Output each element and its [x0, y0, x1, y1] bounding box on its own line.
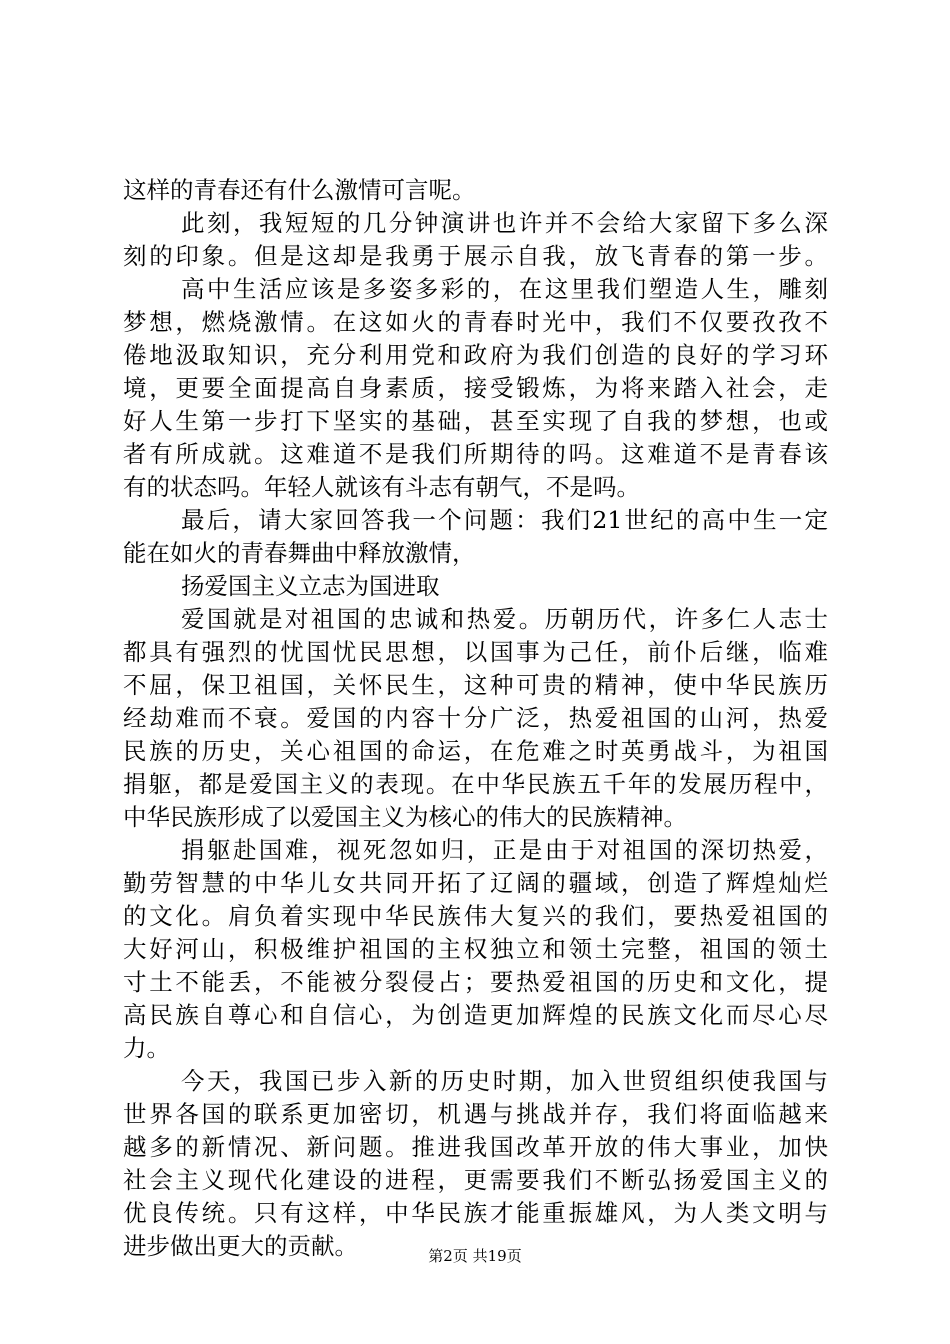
text-line: 优良传统。只有这样，中华民族才能重振雄风，为人类文明与 [123, 1199, 828, 1227]
text-line: 能在如火的青春舞曲中释放激情， [123, 539, 476, 567]
text-line: 最后，请大家回答我一个问题：我们21世纪的高中生一定 [181, 506, 828, 534]
text-line: 高中生活应该是多姿多彩的，在这里我们塑造人生，雕刻 [181, 275, 828, 303]
text-line: 力。 [123, 1034, 170, 1062]
text-line: 捐躯赴国难，视死忽如归，正是由于对祖国的深切热爱， [181, 836, 828, 864]
text-line: 民族的历史，关心祖国的命运，在危难之时英勇战斗，为祖国 [123, 737, 828, 765]
text-line: 有的状态吗。年轻人就该有斗志有朝气，不是吗。 [123, 473, 640, 501]
text-line: 都具有强烈的忧国忧民思想，以国事为己任，前仆后继，临难 [123, 638, 828, 666]
text-line: 者有所成就。这难道不是我们所期待的吗。这难道不是青春该 [123, 440, 828, 468]
text-line: 进步做出更大的贡献。 [123, 1232, 358, 1260]
text-line: 梦想，燃烧激情。在这如火的青春时光中，我们不仅要孜孜不 [123, 308, 828, 336]
text-line: 刻的印象。但是这却是我勇于展示自我，放飞青春的第一步。 [123, 242, 828, 270]
page-number: 第2页 共19页 [428, 1247, 522, 1265]
text-line: 寸土不能丢，不能被分裂侵占；要热爱祖国的历史和文化，提 [123, 968, 828, 996]
text-line: 中华民族形成了以爱国主义为核心的伟大的民族精神。 [123, 803, 687, 831]
text-line: 越多的新情况、新问题。推进我国改革开放的伟大事业，加快 [123, 1133, 828, 1161]
text-line: 这样的青春还有什么激情可言呢。 [123, 176, 476, 204]
text-line: 此刻，我短短的几分钟演讲也许并不会给大家留下多么深 [181, 209, 828, 237]
text-line: 世界各国的联系更加密切，机遇与挑战并存，我们将面临越来 [123, 1100, 828, 1128]
text-line: 的文化。肩负着实现中华民族伟大复兴的我们，要热爱祖国的 [123, 902, 828, 930]
section-heading: 扬爱国主义立志为国进取 [181, 572, 440, 600]
text-line: 社会主义现代化建设的进程，更需要我们不断弘扬爱国主义的 [123, 1166, 828, 1194]
text-line: 好人生第一步打下坚实的基础，甚至实现了自我的梦想，也或 [123, 407, 828, 435]
text-line: 高民族自尊心和自信心，为创造更加辉煌的民族文化而尽心尽 [123, 1001, 828, 1029]
text-line: 今天，我国已步入新的历史时期，加入世贸组织使我国与 [181, 1067, 828, 1095]
text-line: 经劫难而不衰。爱国的内容十分广泛，热爱祖国的山河，热爱 [123, 704, 828, 732]
text-line: 大好河山，积极维护祖国的主权独立和领土完整，祖国的领土 [123, 935, 828, 963]
text-line: 不屈，保卫祖国，关怀民生，这种可贵的精神，使中华民族历 [123, 671, 828, 699]
text-line: 勤劳智慧的中华儿女共同开拓了辽阔的疆域，创造了辉煌灿烂 [123, 869, 828, 897]
text-line: 倦地汲取知识，充分利用党和政府为我们创造的良好的学习环 [123, 341, 828, 369]
text-line: 境，更要全面提高自身素质，接受锻炼，为将来踏入社会，走 [123, 374, 828, 402]
text-line: 捐躯，都是爱国主义的表现。在中华民族五千年的发展历程中， [123, 770, 828, 798]
text-line: 爱国就是对祖国的忠诚和热爱。历朝历代，许多仁人志士 [181, 605, 828, 633]
